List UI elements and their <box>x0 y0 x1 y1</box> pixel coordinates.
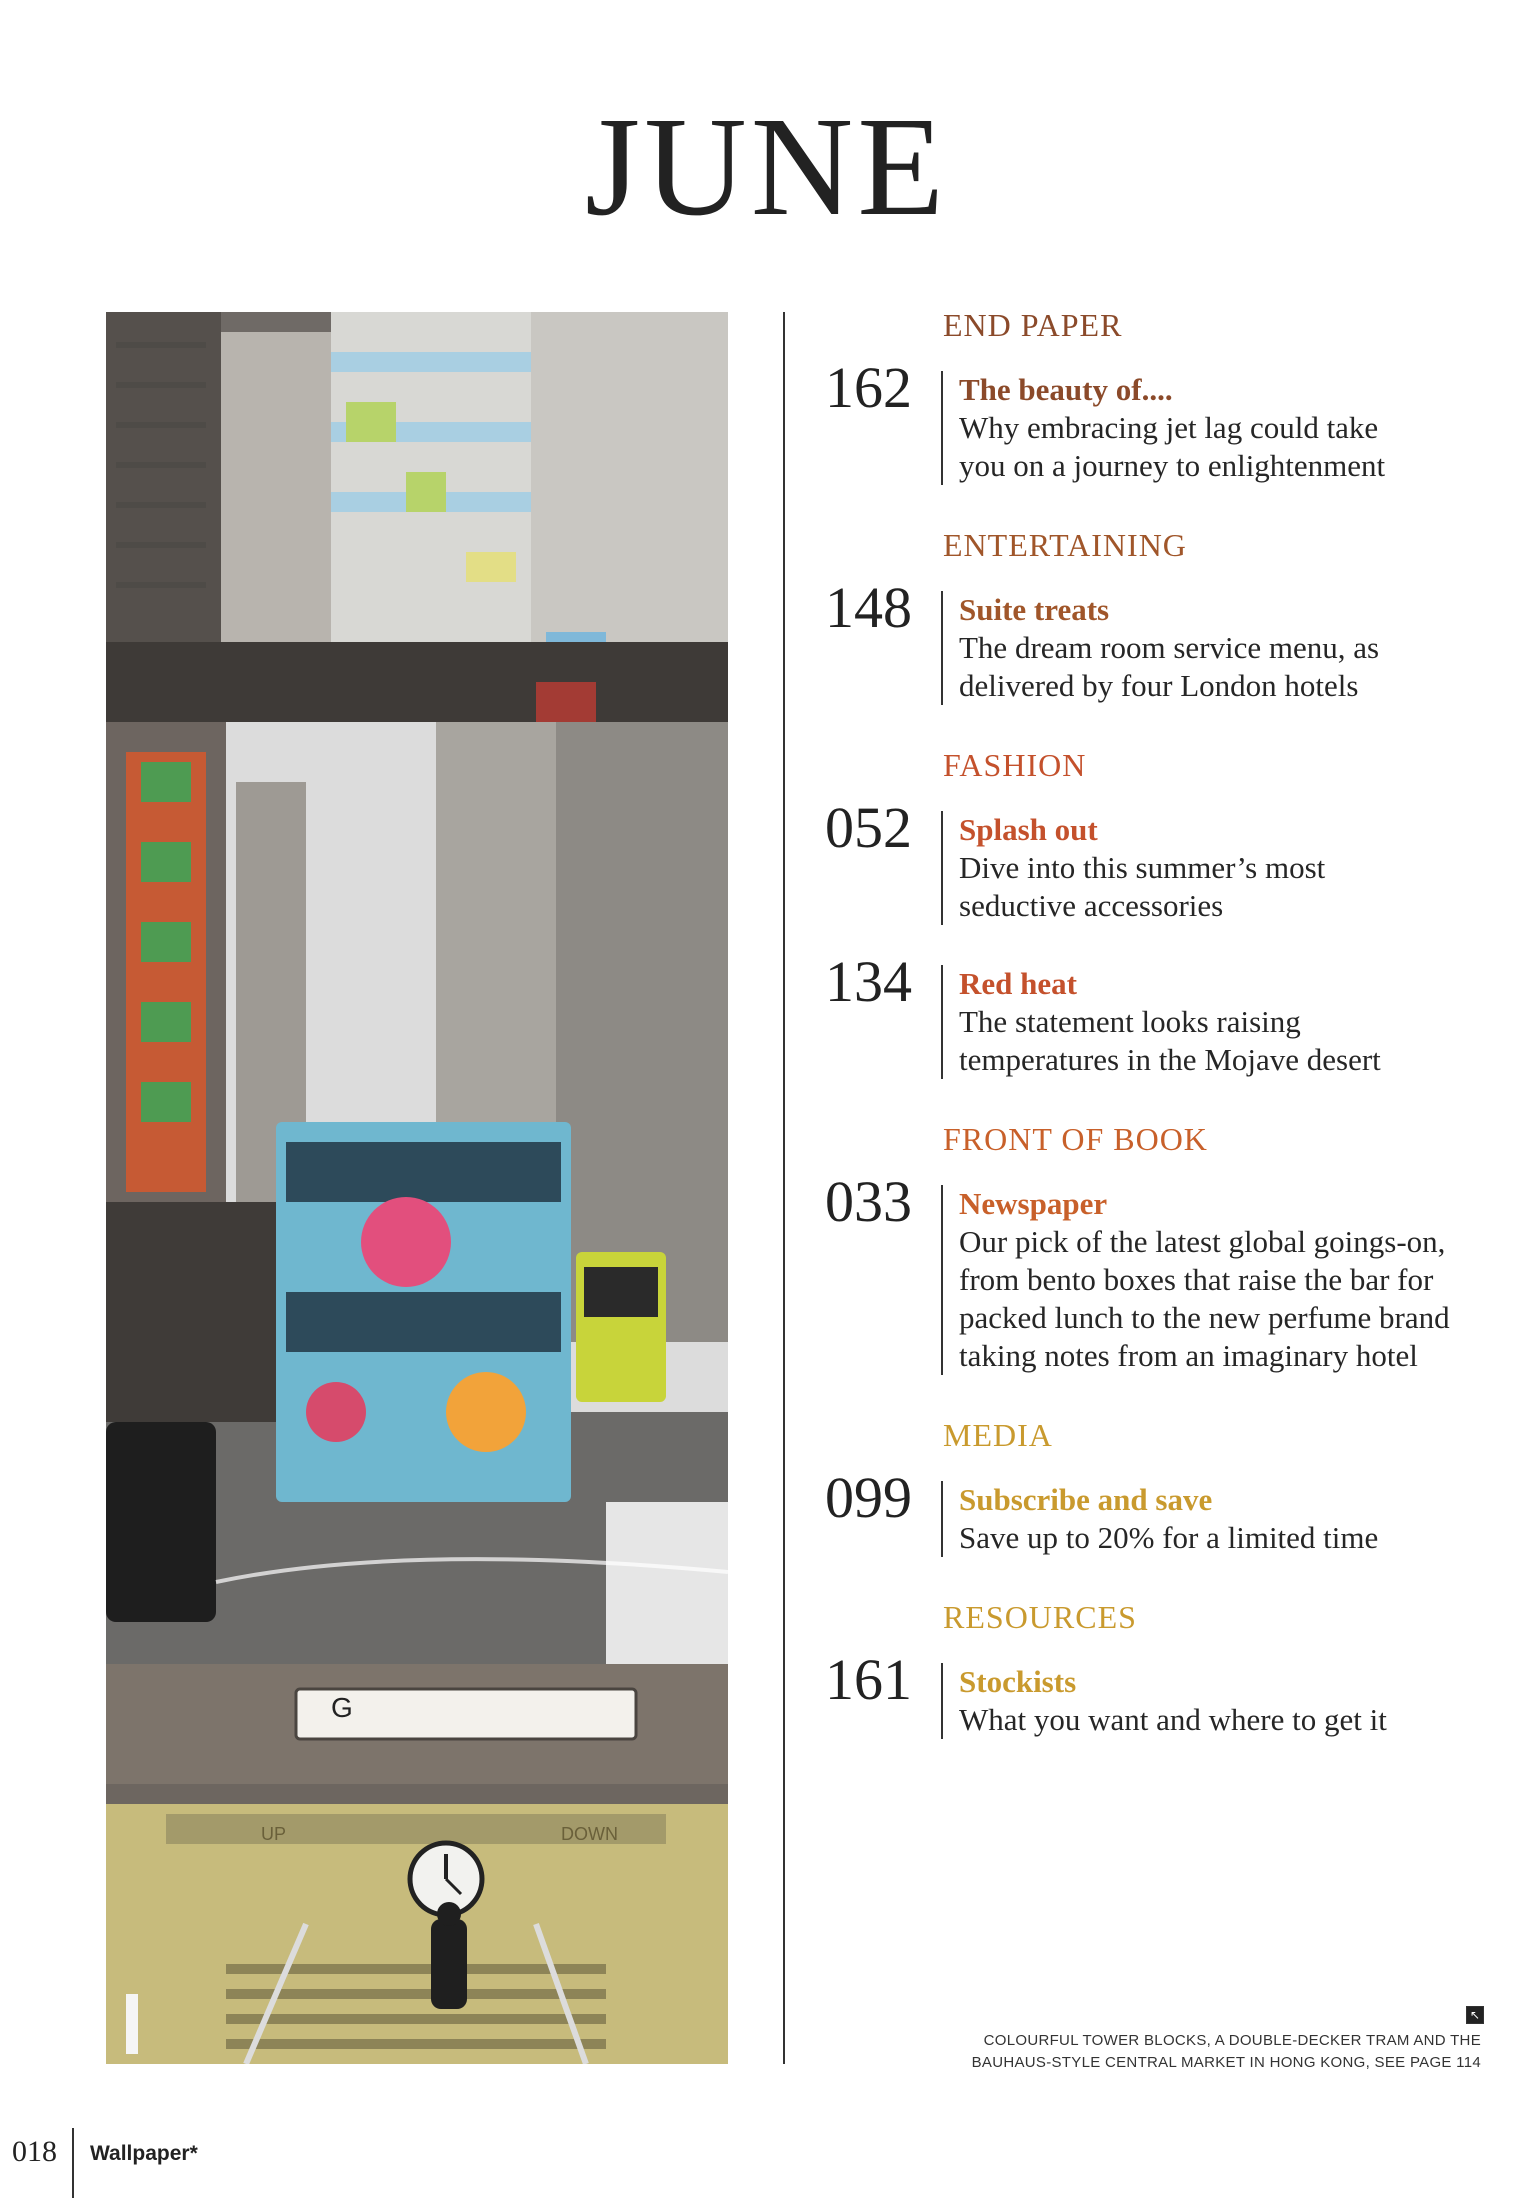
entry-body <box>941 965 1505 1079</box>
entry-page-number: 033 <box>825 1169 912 1234</box>
toc-section <box>825 1597 1505 1739</box>
entry-page-number: 134 <box>825 949 912 1014</box>
section-title: RESOURCES <box>943 1599 1137 1635</box>
toc-entry[interactable] <box>825 355 1505 485</box>
footer-divider <box>72 2128 74 2198</box>
entry-description-line: temperatures in the Mojave desert <box>959 1042 1381 1077</box>
section-title: ENTERTAINING <box>943 527 1187 563</box>
market-stairs-illustration <box>106 1664 728 2064</box>
toc-section <box>825 1119 1505 1375</box>
toc-entry[interactable] <box>825 575 1505 705</box>
tram-street-illustration <box>106 722 728 1664</box>
entry-page-number: 148 <box>825 575 912 640</box>
entry-description-line: delivered by four London hotels <box>959 668 1359 703</box>
entry-body <box>941 1663 1505 1739</box>
arrow-northwest-icon: ↖ <box>1466 2006 1484 2024</box>
photo-tower-blocks <box>106 312 728 722</box>
entry-description-line: from bento boxes that raise the bar for <box>959 1262 1434 1297</box>
tower-blocks-illustration <box>106 312 728 722</box>
entry-title: Suite treats <box>959 592 1110 627</box>
page-title: JUNE <box>584 87 949 245</box>
entry-description-line: Save up to 20% for a limited time <box>959 1520 1379 1555</box>
entry-page-number: 162 <box>825 355 912 420</box>
table-of-contents <box>825 305 1505 1779</box>
entry-title: Subscribe and save <box>959 1482 1213 1517</box>
section-title: FASHION <box>943 747 1087 783</box>
toc-section <box>825 1415 1505 1557</box>
entry-title: Newspaper <box>959 1186 1108 1221</box>
entry-description-line: seductive accessories <box>959 888 1224 923</box>
entry-description-line: The dream room service menu, as <box>959 630 1380 665</box>
entry-description-line: packed lunch to the new perfume brand <box>959 1300 1450 1335</box>
entry-description-line: Why embracing jet lag could take <box>959 410 1379 445</box>
toc-entry[interactable] <box>825 1465 1505 1557</box>
section-title: FRONT OF BOOK <box>943 1121 1208 1157</box>
toc-entry[interactable] <box>825 1169 1505 1375</box>
entry-description-line: Dive into this summer’s most <box>959 850 1326 885</box>
entry-page-number: 052 <box>825 795 912 860</box>
entry-body <box>941 811 1505 925</box>
entry-description-line: What you want and where to get it <box>959 1702 1387 1737</box>
entry-title: Red heat <box>959 966 1077 1001</box>
photo-column <box>106 312 728 2064</box>
section-title: MEDIA <box>943 1417 1053 1453</box>
entry-body <box>941 1481 1505 1557</box>
entry-page-number: 161 <box>825 1647 912 1712</box>
toc-entry[interactable] <box>825 949 1505 1079</box>
entry-body <box>941 591 1505 705</box>
brand-name: Wallpaper* <box>90 2142 198 2165</box>
toc-section <box>825 525 1505 705</box>
entry-title: Splash out <box>959 812 1098 847</box>
section-title: END PAPER <box>943 307 1123 343</box>
page-number: 018 <box>12 2135 57 2168</box>
photo-caption <box>972 2030 1481 2074</box>
entry-description-line: Our pick of the latest global goings-on, <box>959 1224 1446 1259</box>
toc-entry[interactable] <box>825 1647 1505 1739</box>
photo-double-decker-tram <box>106 722 728 1664</box>
caption-line: BAUHAUS-STYLE CENTRAL MARKET IN HONG KONG, SEE PAGE 114 <box>971 2054 1481 2071</box>
stair-sign-down: DOWN <box>561 1824 618 1844</box>
toc-entry[interactable] <box>825 795 1505 925</box>
entry-title: The beauty of.... <box>959 372 1173 407</box>
toc-section <box>825 305 1505 485</box>
entry-description-line: taking notes from an imaginary hotel <box>959 1338 1418 1373</box>
column-divider <box>783 312 785 2064</box>
entry-body <box>941 1185 1505 1375</box>
stair-sign-up: UP <box>261 1824 287 1844</box>
entry-body <box>941 371 1505 485</box>
entry-description-line: The statement looks raising <box>959 1004 1301 1039</box>
entry-description-line: you on a journey to enlightenment <box>959 448 1386 483</box>
caption-line: COLOURFUL TOWER BLOCKS, A DOUBLE-DECKER TRAM AND THE <box>983 2032 1481 2049</box>
entry-page-number: 099 <box>825 1465 912 1530</box>
photo-central-market <box>106 1664 728 2064</box>
entry-title: Stockists <box>959 1664 1077 1699</box>
market-sign-letter: G <box>331 1692 353 1723</box>
toc-section <box>825 745 1505 1079</box>
